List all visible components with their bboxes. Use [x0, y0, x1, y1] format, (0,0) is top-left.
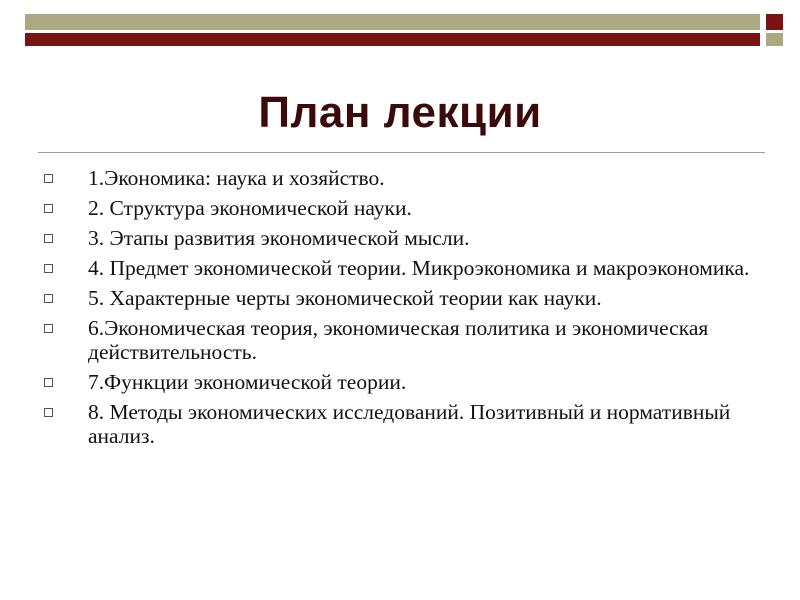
list-item-text: 2. Структура экономической науки.: [88, 196, 412, 220]
list-item: [42, 400, 762, 448]
hollow-square-icon: [44, 204, 53, 213]
list-item-text: 8. Методы экономических исследований. Позитивный и нормативный анализ.: [88, 400, 731, 448]
list-item: [42, 256, 762, 280]
list-item-text: 1.Экономика: наука и хозяйство.: [88, 166, 385, 190]
header-square-olive: [766, 33, 783, 46]
header-bar-olive: [25, 14, 760, 30]
list-item-text: 3. Этапы развития экономической мысли.: [88, 226, 470, 250]
hollow-square-icon: [44, 294, 53, 303]
list-item: [42, 286, 762, 310]
header-square-maroon: [766, 14, 783, 30]
hollow-square-icon: [44, 264, 53, 273]
list-item: [42, 166, 762, 190]
lecture-plan-list: [42, 166, 762, 454]
list-item-text: 5. Характерные черты экономической теории как науки.: [88, 286, 602, 310]
hollow-square-icon: [44, 234, 53, 243]
title-divider: [38, 152, 765, 153]
list-item: [42, 226, 762, 250]
list-item-text: 6.Экономическая теория, экономическая политика и экономическая действительность.: [88, 316, 709, 364]
list-item-text: 4. Предмет экономической теории. Микроэкономика и макроэкономика.: [88, 256, 750, 280]
list-item: [42, 316, 762, 364]
header-bar-maroon: [25, 33, 760, 46]
slide-title: План лекции: [258, 88, 542, 137]
list-item: [42, 196, 762, 220]
hollow-square-icon: [44, 378, 53, 387]
hollow-square-icon: [44, 174, 53, 183]
list-item-text: 7.Функции экономической теории.: [88, 370, 407, 394]
hollow-square-icon: [44, 408, 53, 417]
hollow-square-icon: [44, 324, 53, 333]
list-item: [42, 370, 762, 394]
